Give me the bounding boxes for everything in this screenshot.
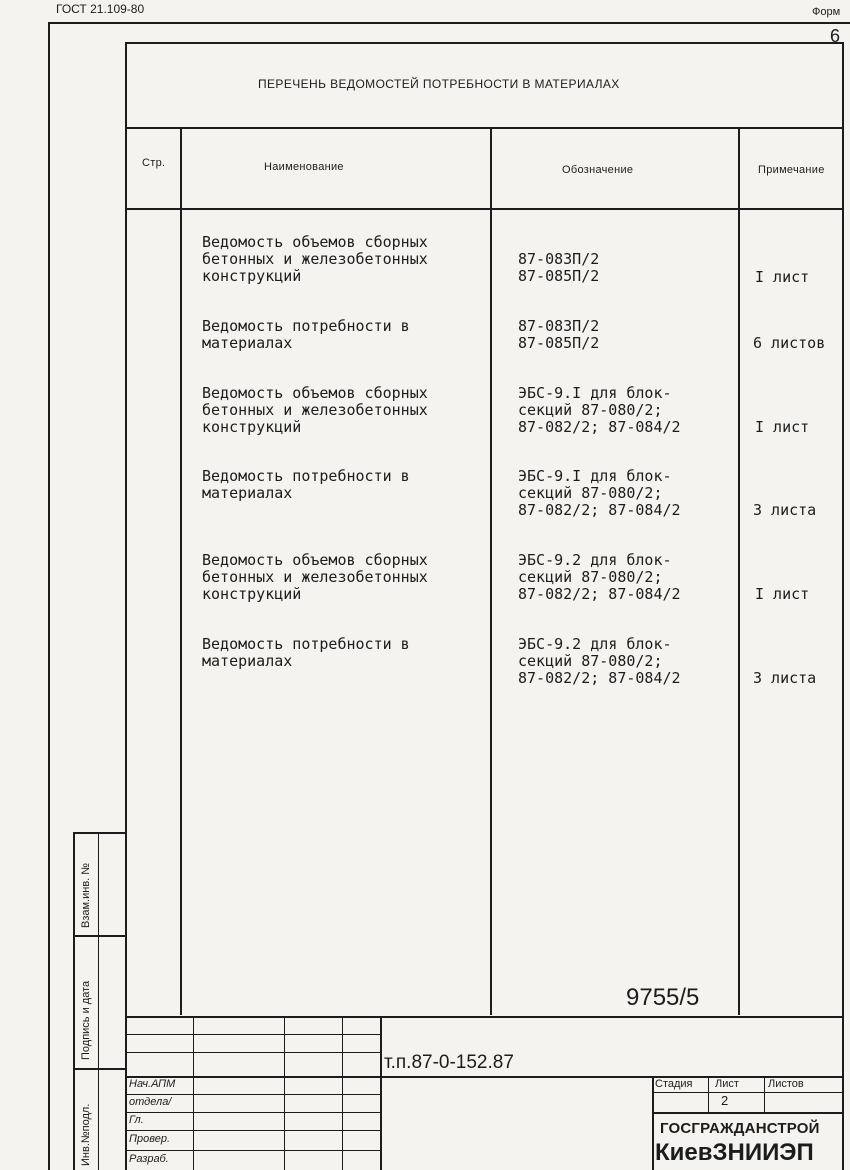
page-title: ПЕРЕЧЕНЬ ВЕДОМОСТЕЙ ПОТРЕБНОСТИ В МАТЕРИАЛАХ (258, 77, 620, 91)
frame-right-border (842, 42, 844, 1170)
sheet-value: 2 (721, 1093, 729, 1108)
stamp-col-3 (342, 1016, 343, 1170)
org-name-2: КиевЗНИИЭП (655, 1139, 814, 1166)
outer-top-border (48, 22, 850, 24)
row-3-name: Ведомость объемов сборных бетонных и железобетонных конструкций (202, 384, 428, 436)
row-6-code: ЭБС-9.2 для блок- секций 87-080/2; 87-082/2; 87-084/2 (518, 635, 681, 687)
header-page: Стр. (142, 157, 166, 169)
page-mark: 6 (830, 26, 841, 46)
header-code: Обозначение (562, 164, 634, 176)
outer-left-border (48, 22, 50, 1170)
side-label-swap: Взам.инв. № (80, 862, 92, 928)
stage-header-line (652, 1092, 842, 1093)
header-note: Примечание (758, 164, 825, 176)
frame-top-border (125, 42, 842, 44)
row-4-note: 3 листа (753, 501, 817, 519)
row-6-note: 3 листа (753, 669, 817, 687)
standard-label: ГОСТ 21.109-80 (56, 2, 145, 16)
doc-code: т.п.87-0-152.87 (384, 1052, 514, 1073)
sheet-label: Лист (715, 1078, 739, 1090)
row-2-code: 87-083П/2 87-085П/2 (518, 317, 600, 352)
stage-col-1 (708, 1076, 709, 1112)
org-name-1: ГОСГРАЖДАНСТРОЙ (660, 1120, 820, 1137)
form-label: Форм (812, 6, 841, 18)
role-chief: Гл. (129, 1114, 144, 1126)
row-5-code: ЭБС-9.2 для блок- секций 87-080/2; 87-082/2; 87-084/2 (518, 551, 681, 603)
row-3-code: ЭБС-9.I для блок- секций 87-080/2; 87-082/2; 87-084/2 (518, 384, 681, 436)
stage-col-2 (764, 1076, 765, 1112)
row-1-note: I лист (755, 268, 810, 286)
row-1-name: Ведомость объемов сборных бетонных и железобетонных конструкций (202, 233, 428, 285)
stamp-col-4 (380, 1016, 382, 1170)
row-4-code: ЭБС-9.I для блок- секций 87-080/2; 87-082/2; 87-084/2 (518, 467, 681, 519)
header-name: Наименование (264, 161, 344, 173)
frame-left-border (125, 42, 127, 1170)
stamp-col-2 (284, 1016, 285, 1170)
role-developed: Разраб. (129, 1153, 169, 1165)
row-4-name: Ведомость потребности в материалах (202, 467, 410, 502)
archive-number: 9755/5 (626, 984, 700, 1011)
stage-bottom-line (652, 1112, 842, 1114)
row-2-name: Ведомость потребности в материалах (202, 317, 410, 352)
stage-label: Стадия (655, 1078, 693, 1090)
role-head: Нач.АПМ (129, 1078, 176, 1090)
row-2-note: 6 листов (753, 334, 826, 352)
col-divider-name (490, 127, 492, 1015)
table-header-bottom (125, 208, 842, 210)
side-label-inventory: Инв.№подл. (80, 1103, 92, 1166)
row-5-note: I лист (755, 585, 810, 603)
side-label-signature: Подпись и дата (80, 980, 92, 1060)
side-strip-left (73, 832, 75, 1170)
col-divider-page (180, 127, 182, 1015)
stage-block-left (652, 1076, 654, 1170)
row-6-name: Ведомость потребности в материалах (202, 635, 410, 670)
side-strip-top (73, 832, 125, 834)
sheets-label: Листов (768, 1078, 804, 1090)
col-divider-code (738, 127, 740, 1015)
side-strip-mid (98, 832, 99, 1170)
stamp-top-border (125, 1016, 842, 1018)
role-department: отдела/ (129, 1096, 172, 1108)
role-checked: Провер. (129, 1133, 170, 1145)
side-strip-div2 (73, 1068, 125, 1070)
row-5-name: Ведомость объемов сборных бетонных и железобетонных конструкций (202, 551, 428, 603)
row-1-code: 87-083П/2 87-085П/2 (518, 250, 600, 285)
table-top-border (125, 127, 842, 129)
row-3-note: I лист (755, 418, 810, 436)
side-strip-div1 (73, 935, 125, 937)
stamp-col-1 (193, 1016, 194, 1170)
